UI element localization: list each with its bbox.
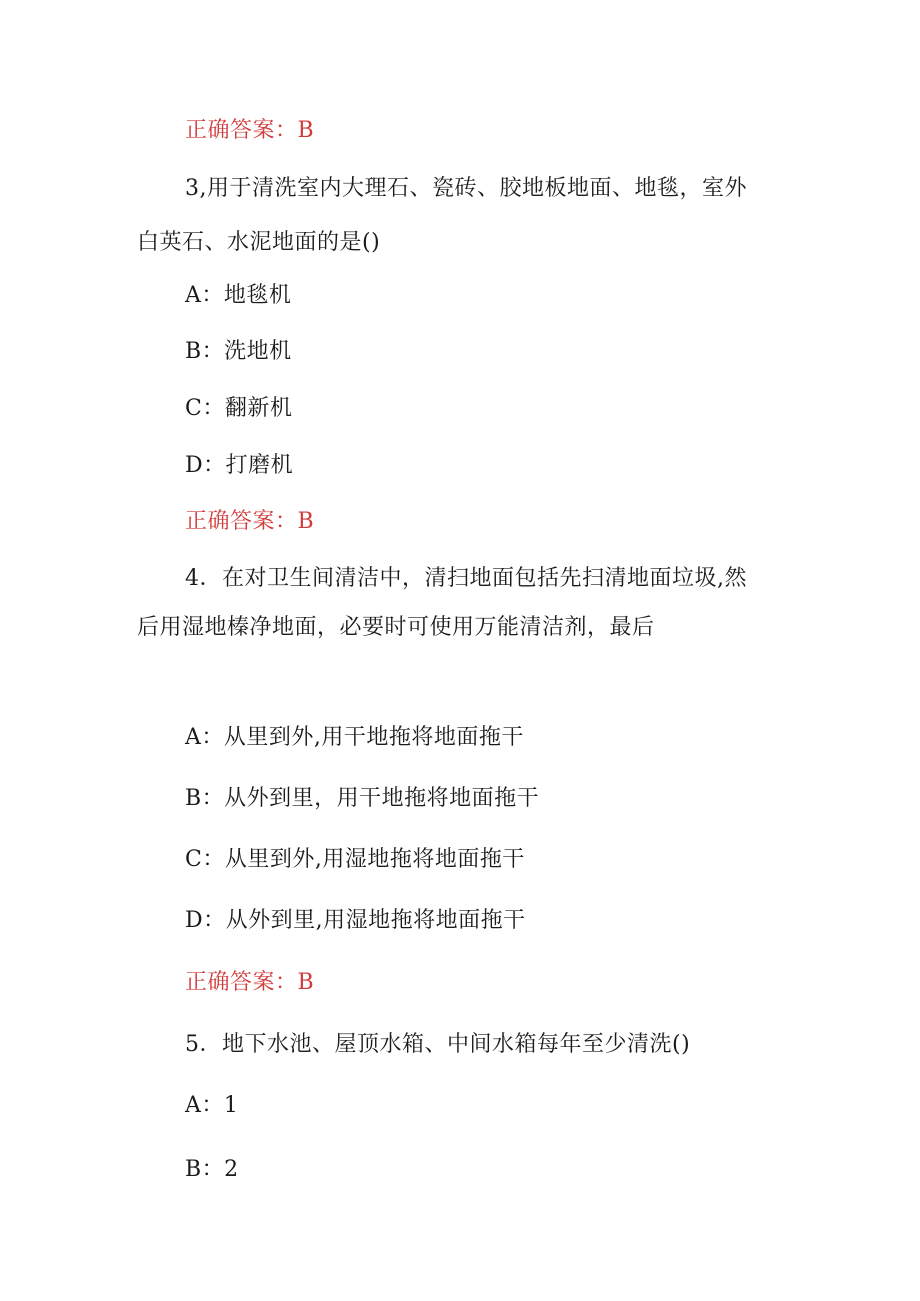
question-3-stem-line-2: 白英石、水泥地面的是() xyxy=(137,230,381,255)
question-5-stem-line-1: 5．地下水池、屋顶水箱、中间水箱每年至少清洗() xyxy=(185,1032,691,1057)
question-3-option-c: C：翻新机 xyxy=(185,396,293,421)
question-3-option-a: A：地毯机 xyxy=(185,283,292,308)
question-3-option-d: D：打磨机 xyxy=(185,453,294,478)
question-5-option-a: A：1 xyxy=(185,1093,239,1118)
question-4-option-a: A：从里到外,用干地拖将地面拖干 xyxy=(185,725,524,750)
question-4-stem-line-2: 后用湿地榛净地面，必要时可使用万能清洁剂，最后 xyxy=(137,615,655,640)
question-4-option-d: D：从外到里,用湿地拖将地面拖干 xyxy=(185,908,526,933)
question-3-stem-line-1: 3,用于清洗室内大理石、瓷砖、胶地板地面、地毯，室外 xyxy=(185,176,747,201)
question-4-option-b: B：从外到里，用干地拖将地面拖干 xyxy=(185,786,540,811)
question-4-option-c: C：从里到外,用湿地拖将地面拖干 xyxy=(185,847,525,872)
question-4-stem-line-1: 4．在对卫生间清洁中，清扫地面包括先扫清地面垃圾,然 xyxy=(185,566,747,591)
answer-q2: 正确答案：B xyxy=(185,118,315,143)
answer-q4: 正确答案：B xyxy=(185,970,315,995)
answer-q3: 正确答案：B xyxy=(185,509,315,534)
question-5-option-b: B：2 xyxy=(185,1157,239,1182)
question-3-option-b: B：洗地机 xyxy=(185,339,292,364)
